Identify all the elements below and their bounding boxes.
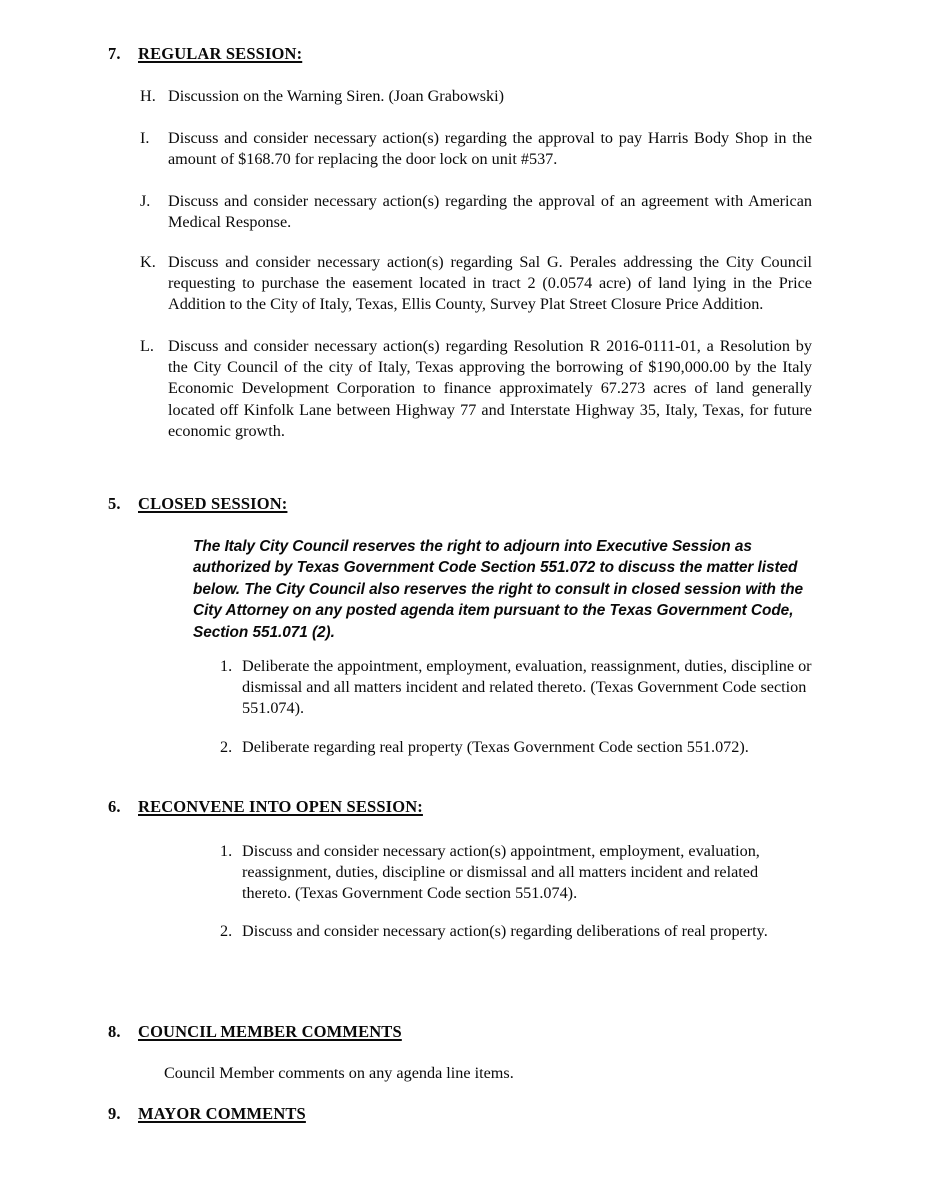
closed-session-subitem-1 bbox=[220, 656, 820, 720]
agenda-item-marker: H. bbox=[140, 87, 156, 105]
section-number: 8. bbox=[108, 1022, 121, 1041]
agenda-item-text: Discuss and consider necessary action(s) regarding Sal G. Perales addressing the City Council requesting to purchase the easement located in tract 2 (0.0574 acre) of land lying in the Price Addition to the City of Italy, Texas, Ellis County, Survey Plat Street Closure Price Addition. bbox=[168, 253, 812, 314]
agenda-item-k bbox=[140, 252, 812, 316]
section-heading-regular-session bbox=[108, 44, 302, 64]
section-heading-closed-session bbox=[108, 494, 287, 514]
agenda-item-l bbox=[140, 336, 812, 442]
subitem-text: Deliberate regarding real property (Texas Government Code section 551.072). bbox=[242, 738, 749, 756]
subitem-marker: 2. bbox=[220, 922, 233, 940]
section-number: 9. bbox=[108, 1104, 121, 1123]
section-title: MAYOR COMMENTS bbox=[138, 1104, 306, 1123]
subitem-text: Discuss and consider necessary action(s) appointment, employment, evaluation, reassignment, duties, discipline or dismissal and all matters incident and related thereto. (Texas Government Code section 551.074). bbox=[242, 842, 760, 903]
section-number: 5. bbox=[108, 494, 121, 513]
subitem-text: Discuss and consider necessary action(s) regarding deliberations of real property. bbox=[242, 922, 768, 940]
agenda-item-marker: L. bbox=[140, 337, 154, 355]
subitem-marker: 1. bbox=[220, 657, 233, 675]
section-title: REGULAR SESSION: bbox=[138, 44, 303, 63]
agenda-item-text: Discuss and consider necessary action(s) regarding the approval to pay Harris Body Shop in the amount of $168.70 for replacing the door lock on unit #537. bbox=[168, 129, 812, 169]
reconvene-subitem-2 bbox=[220, 921, 820, 942]
council-member-comments-paragraph: Council Member comments on any agenda line items. bbox=[164, 1064, 514, 1082]
section-number: 6. bbox=[108, 797, 121, 816]
agenda-item-j bbox=[140, 191, 812, 233]
agenda-item-text: Discussion on the Warning Siren. (Joan Grabowski) bbox=[168, 87, 505, 105]
subitem-text: Deliberate the appointment, employment, evaluation, reassignment, duties, discipline or dismissal and all matters incident and related thereto. (Texas Government Code section 551.074). bbox=[242, 657, 812, 718]
subitem-marker: 2. bbox=[220, 738, 233, 756]
agenda-item-text: Discuss and consider necessary action(s) regarding the approval of an agreement with American Medical Response. bbox=[168, 192, 812, 232]
section-number: 7. bbox=[108, 44, 121, 63]
agenda-item-marker: I. bbox=[140, 129, 150, 147]
section-title: RECONVENE INTO OPEN SESSION: bbox=[138, 797, 423, 816]
closed-session-notice: The Italy City Council reserves the right to adjourn into Executive Session as authorized by Texas Government Code Section 551.072 to discuss the matter listed below. The City Council also reserves the right to consult in closed session with the City Attorney on any posted agenda item pursuant to the Texas Government Code, Section 551.071 (2). bbox=[193, 538, 804, 641]
reconvene-subitem-1 bbox=[220, 841, 780, 905]
section-heading-reconvene-open-session bbox=[108, 797, 423, 817]
agenda-item-marker: K. bbox=[140, 253, 156, 271]
subitem-marker: 1. bbox=[220, 842, 233, 860]
agenda-item-text: Discuss and consider necessary action(s) regarding Resolution R 2016-0111-01, a Resolution by the City Council of the city of Italy, Texas approving the borrowing of $190,000.00 by the Italy Economic Development Corporation to finance approximately 67.273 acres of land generally located off Kinfolk Lane between Highway 77 and Interstate Highway 35, Italy, Texas, for future economic growth. bbox=[168, 337, 812, 440]
section-heading-council-member-comments bbox=[108, 1022, 402, 1042]
agenda-item-h bbox=[140, 86, 812, 107]
agenda-item-i bbox=[140, 128, 812, 170]
agenda-item-marker: J. bbox=[140, 192, 151, 210]
section-title: CLOSED SESSION: bbox=[138, 494, 288, 513]
section-title: COUNCIL MEMBER COMMENTS bbox=[138, 1022, 402, 1041]
section-heading-mayor-comments bbox=[108, 1104, 306, 1124]
closed-session-subitem-2 bbox=[220, 737, 820, 758]
